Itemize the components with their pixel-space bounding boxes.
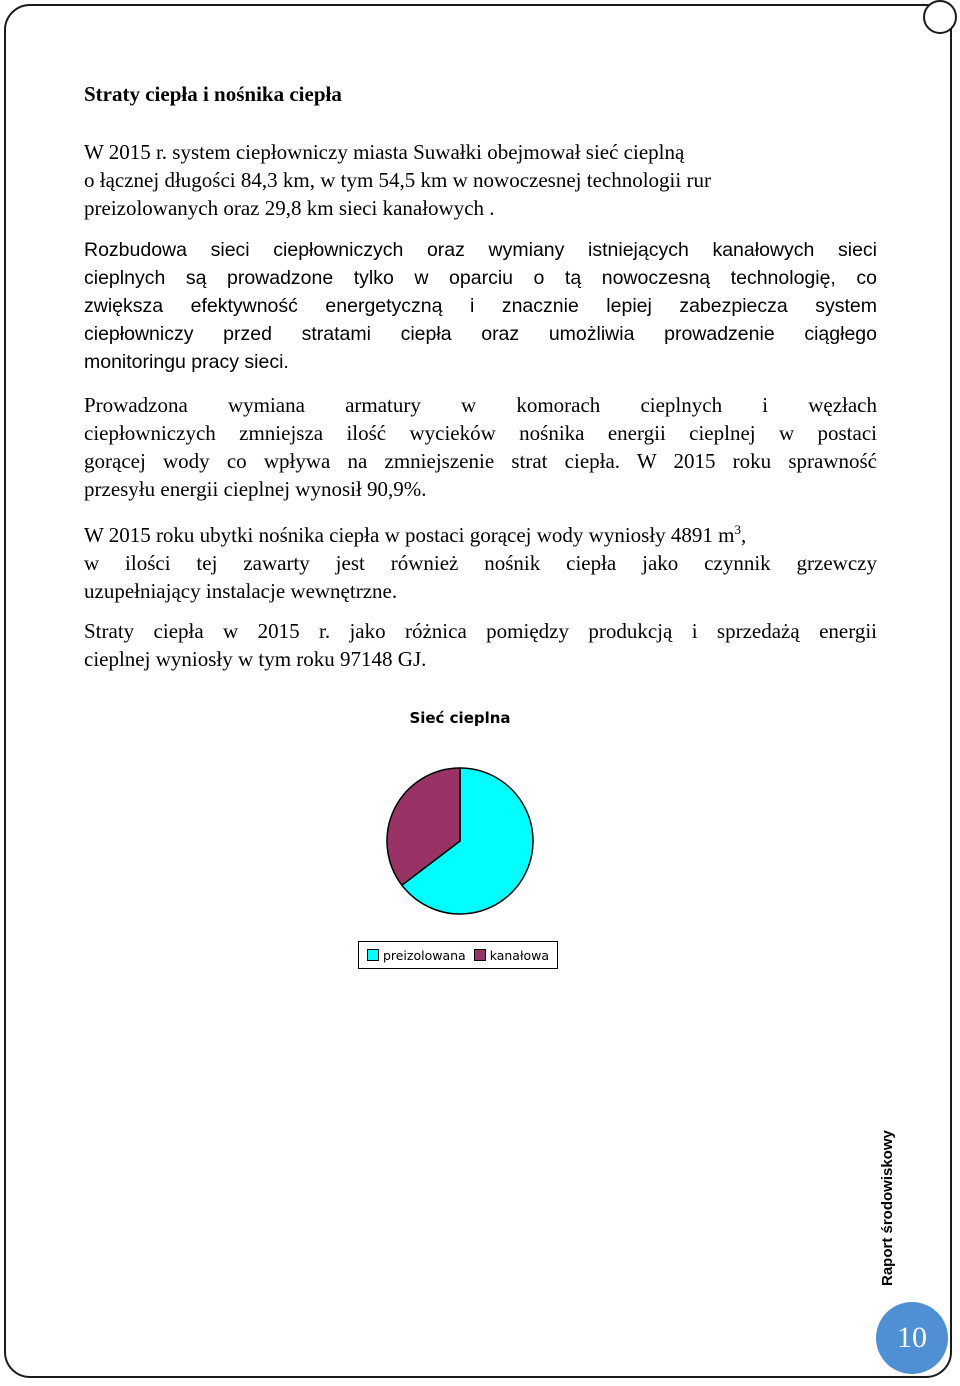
text-line: Rozbudowa sieci ciepłowniczych oraz wymiany istniejących kanałowych sieci bbox=[84, 239, 877, 261]
text-line: zwiększa efektywność energetyczną i znacznie lepiej zabezpiecza system bbox=[84, 295, 877, 317]
text-line: uzupełniający instalacje wewnętrzne. bbox=[84, 579, 398, 603]
text-line: Prowadzona wymiana armatury w komorach cieplnych i węzłach bbox=[84, 393, 877, 417]
text-line: przesyłu energii cieplnej wynosił 90,9%. bbox=[84, 477, 427, 501]
chart-title: Sieć cieplna bbox=[409, 709, 511, 727]
paragraph-water-losses bbox=[84, 516, 877, 605]
pie-chart bbox=[384, 765, 536, 917]
text-line: preizolowanych oraz 29,8 km sieci kanałowych . bbox=[84, 196, 495, 220]
superscript: 3 bbox=[734, 522, 742, 537]
text-line: ciepłowniczy przed stratami ciepła oraz umożliwia prowadzenie ciągłego bbox=[84, 323, 877, 345]
legend-label: preizolowana bbox=[382, 947, 466, 963]
legend-label: kanałowa bbox=[489, 947, 550, 963]
text-line: monitoringu pracy sieci. bbox=[84, 351, 289, 373]
text-line: o łącznej długości 84,3 km, w tym 54,5 km w nowoczesnej technologii rur bbox=[84, 168, 711, 192]
text-fragment: W 2015 roku ubytki nośnika ciepła w postaci gorącej wody wyniosły 4891 m bbox=[84, 523, 735, 547]
text-line bbox=[84, 516, 877, 549]
paragraph-heat-losses bbox=[84, 617, 877, 673]
legend-entry-kanalowa bbox=[474, 948, 549, 963]
text-fragment: , bbox=[741, 523, 747, 547]
text-line: cieplnych są prowadzone tylko w oparciu o tą nowoczesną technologię, co bbox=[84, 267, 877, 289]
text-line: w ilości tej zawarty jest również nośnik ciepła jako czynnik grzewczy bbox=[84, 551, 877, 575]
footer-side-label: Raport środowiskowy bbox=[879, 1130, 896, 1286]
corner-circle-decoration bbox=[923, 0, 957, 34]
paragraph-network-expansion bbox=[84, 236, 877, 376]
text-line: cieplnej wyniosły w tym roku 97148 GJ. bbox=[84, 647, 427, 671]
paragraph-fittings-replacement bbox=[84, 391, 877, 503]
paragraph-network-length bbox=[84, 138, 877, 222]
legend-swatch bbox=[474, 949, 486, 961]
legend-entry-preizolowana bbox=[367, 948, 466, 963]
page-number-badge: 10 bbox=[876, 1302, 948, 1374]
text-line: gorącej wody co wpływa na zmniejszenie strat ciepła. W 2015 roku sprawność bbox=[84, 449, 877, 473]
section-heading: Straty ciepła i nośnika ciepła bbox=[84, 82, 342, 106]
text-line: W 2015 r. system ciepłowniczy miasta Suwałki obejmował sieć cieplną bbox=[84, 140, 685, 164]
text-line: Straty ciepła w 2015 r. jako różnica pomiędzy produkcją i sprzedażą energii bbox=[84, 619, 877, 643]
text-line: ciepłowniczych zmniejsza ilość wycieków nośnika energii cieplnej w postaci bbox=[84, 421, 877, 445]
legend-swatch bbox=[367, 949, 379, 961]
chart-legend bbox=[358, 941, 558, 969]
